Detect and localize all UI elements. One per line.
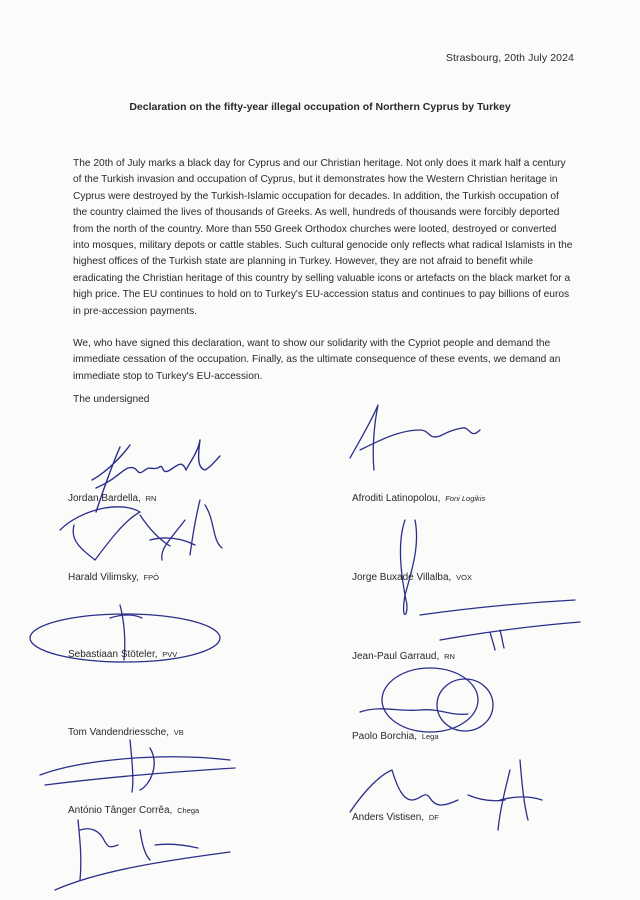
signer-name: Anders Vistisen,: [352, 812, 425, 823]
signer-name: Jorge Buxadé Villalba,: [352, 572, 452, 583]
signer-party: DF: [428, 813, 439, 822]
signer-stoteler: [68, 649, 177, 660]
signature-buxade: [401, 520, 417, 614]
signer-name: Jean-Paul Garraud,: [352, 651, 440, 662]
signer-name: Harald Vilimsky,: [68, 572, 139, 583]
signature-vandendriessche: [40, 740, 235, 792]
signer-party: Chega: [177, 806, 200, 815]
signer-party: Lega: [421, 732, 439, 741]
signer-name: Afroditi Latinopolou,: [352, 493, 441, 504]
signer-name: Jordan Bardella,: [68, 493, 141, 504]
signer-name: Paolo Borchia,: [352, 731, 418, 742]
signer-party: RN: [145, 494, 157, 503]
signature-tanger-correa: [55, 820, 230, 890]
signer-vandendriessche: [68, 727, 184, 738]
signature-borchia: [382, 668, 478, 732]
signer-party: PVV: [162, 650, 178, 659]
signer-borchia: [352, 731, 439, 742]
signer-name: António Tânger Corrêa,: [68, 805, 173, 816]
signer-vilimsky: [68, 572, 159, 583]
place-date: Strasbourg, 20th July 2024: [445, 52, 574, 64]
signer-party: Foni Logikis: [445, 494, 486, 503]
undersigned-label: The undersigned: [73, 394, 150, 405]
signer-vistisen: [352, 812, 439, 823]
signer-party: VB: [173, 728, 184, 737]
signer-party: RN: [444, 652, 455, 661]
signer-party: VOX: [456, 573, 472, 582]
paragraph-2: We, who have signed this declaration, want to show our solidarity with the Cypriot people and demand the immediate cessation of the occupation. Finally, as the ultimate consequence of these events, we demand an immediate stop to Turkey's EU-accession.: [73, 338, 561, 382]
signer-tanger-correa: [68, 805, 199, 816]
signer-party: FPÖ: [143, 573, 159, 582]
signature-garraud: [420, 600, 580, 650]
paragraph-1: The 20th of July marks a black day for Cyprus and our Christian heritage. Not only does it mark half a century of the Turkish invasion and occupation of Cyprus, but it demonstrates how the Western Christian heritage in Cyprus were destroyed by the Turkish-Islamic occupation for decades. In addition, the Turkish occupation of the country claimed the lives of thousands of Greeks. As well, hundreds of thousands were forcibly deported from the north of the country. More than 550 Greek Orthodox churches were looted, destroyed or converted into mosques, military depots or cattle stables. Such cultural genocide only reflects what radical Islamists in the highest offices of the Turkish state are planning in Turkey. However, they are not afraid to benefit while eradicating the Christian heritage of this country by selling valuable icons or artefacts on the black market for a high price. The EU continues to hold on to Turkey's EU-accession status and continues to pay billions of euros in pre-accession payments.: [73, 158, 573, 317]
signature-vilimsky: [60, 500, 222, 560]
document-title: Declaration on the fifty-year illegal occupation of Northern Cyprus by Turkey: [129, 101, 511, 113]
signer-garraud: [352, 651, 455, 662]
signer-latinopolou: [352, 493, 485, 504]
signer-name: Tom Vandendriessche,: [68, 727, 169, 738]
signer-bardella: [68, 493, 156, 504]
signer-name: Sebastiaan Stöteler,: [68, 649, 158, 660]
signature-latinopolou: [350, 405, 480, 470]
signer-buxade: [352, 572, 472, 583]
